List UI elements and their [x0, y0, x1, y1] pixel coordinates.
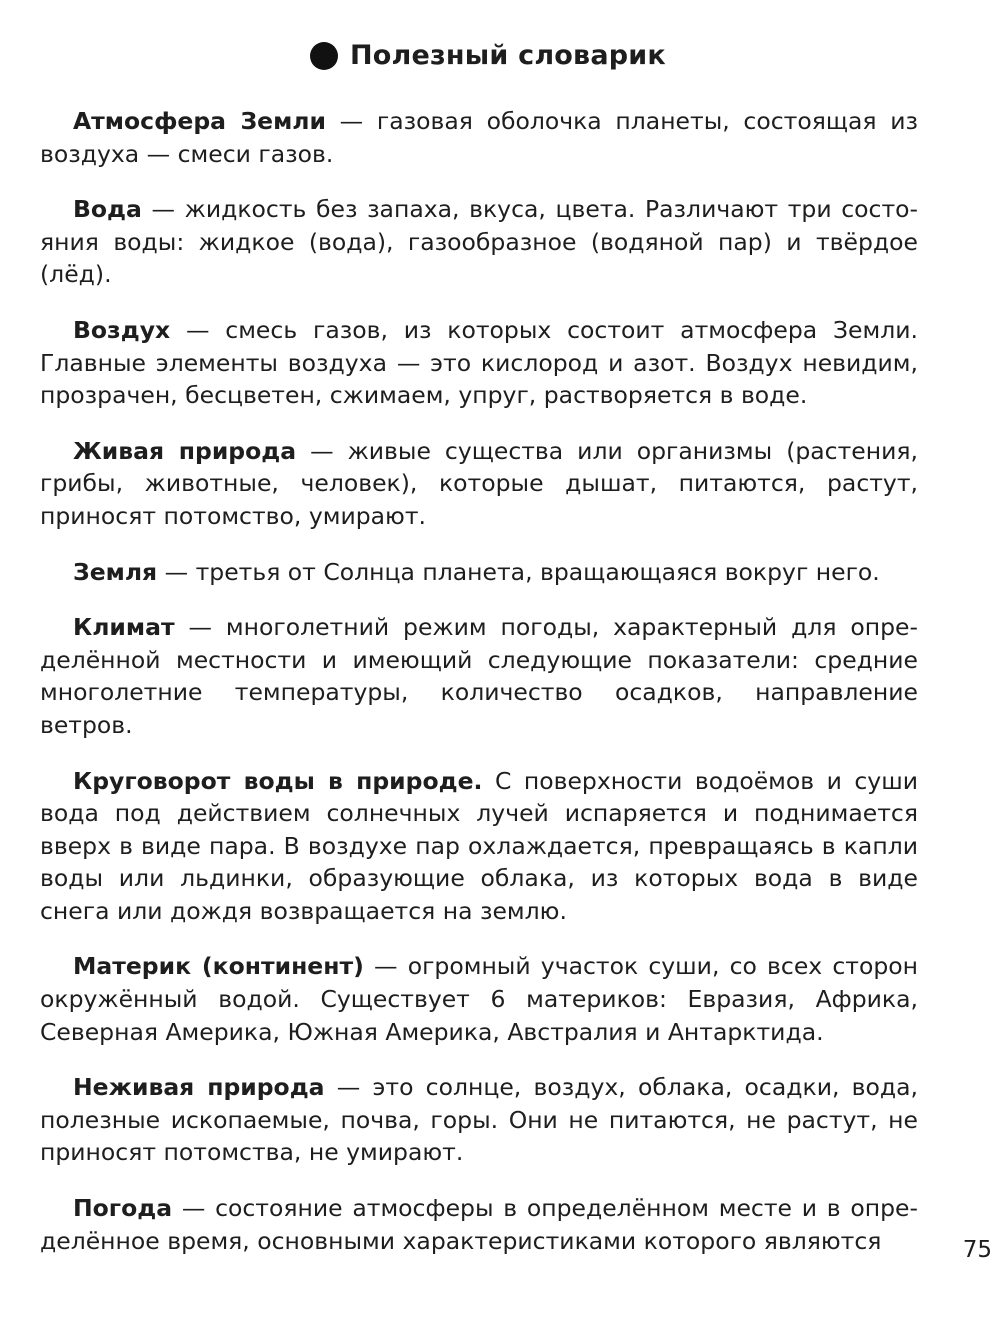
- glossary-term: Материк (континент): [73, 952, 364, 981]
- glossary-definition: — состояние атмосферы в определённом месте и в определённое время, основными характеристиками которого являются: [40, 1194, 918, 1255]
- section-header: [310, 40, 666, 71]
- glossary-term: Круговорот воды в природе.: [73, 766, 483, 795]
- glossary-entry: [40, 765, 918, 928]
- glossary-entry: [40, 314, 918, 412]
- glossary-term: Живая природа: [73, 436, 297, 465]
- glossary-definition: — газовая оболочка планеты, состоящая из воздуха — смеси газов.: [40, 107, 918, 168]
- glossary-definition: — огромный участок суши, со всех сторон окружённый водой. Существует 6 материков: Евразия, Африка, Северная Америка, Южная Америка, Австралия и Антарктида.: [40, 952, 918, 1046]
- glossary-definition: — это солнце, воздух, облака, осадки, вода, полезные ископаемые, почва, горы. Они не питаются, не растут, не приносят потомства, не умирают.: [40, 1073, 918, 1167]
- glossary-term: Погода: [73, 1194, 173, 1223]
- glossary-entry: [40, 435, 918, 533]
- glossary-term: Неживая природа: [73, 1073, 325, 1102]
- glossary-definition: — третья от Солнца планета, вращающаяся вокруг него.: [157, 557, 880, 586]
- glossary-definition: — живые существа или организмы (растения, грибы, животные, человек), которые дышат, питаются, растут, приносят потомство, умирают.: [40, 436, 918, 530]
- bullet-circle-icon: [310, 42, 338, 70]
- page-title: Полезный словарик: [350, 40, 666, 71]
- glossary-definition: — многолетний режим погоды, характерный для определённой местности и имеющий следующие показатели: средние многолетние температуры, количество осадков, направление ветров.: [40, 613, 918, 739]
- glossary-entry: [40, 556, 918, 589]
- glossary-term: Климат: [73, 613, 175, 642]
- glossary-term: Атмосфера Земли: [73, 107, 326, 135]
- glossary-list: [40, 105, 918, 1280]
- glossary-entry: [40, 611, 918, 741]
- page-number: 75: [962, 1237, 992, 1263]
- glossary-entry: [40, 193, 918, 291]
- glossary-definition: — жидкость без запаха, вкуса, цвета. Различают три состояния воды: жидкое (вода), газообразное (водяной пар) и твёрдое (лёд).: [40, 195, 918, 289]
- glossary-entry: [40, 950, 918, 1048]
- glossary-entry: [40, 1071, 918, 1169]
- glossary-term: Вода: [73, 195, 142, 224]
- glossary-definition: — смесь газов, из которых состоит атмосфера Земли. Главные элементы воздуха — это кислород и азот. Воздух невидим, прозрачен, бесцветен, сжимаем, упруг, растворяется в воде.: [40, 315, 918, 410]
- glossary-definition: С поверхности водоёмов и суши вода под действием солнечных лучей испаряется и поднимается вверх в виде пара. В воздухе пар охлаждается, превращаясь в капли воды или льдинки, образующие облака, из которых вода в виде снега или дождя возвращается на землю.: [40, 766, 918, 925]
- glossary-term: Воздух: [73, 315, 171, 344]
- glossary-entry: [40, 1192, 918, 1257]
- glossary-entry: [40, 105, 918, 170]
- glossary-term: Земля: [73, 557, 158, 586]
